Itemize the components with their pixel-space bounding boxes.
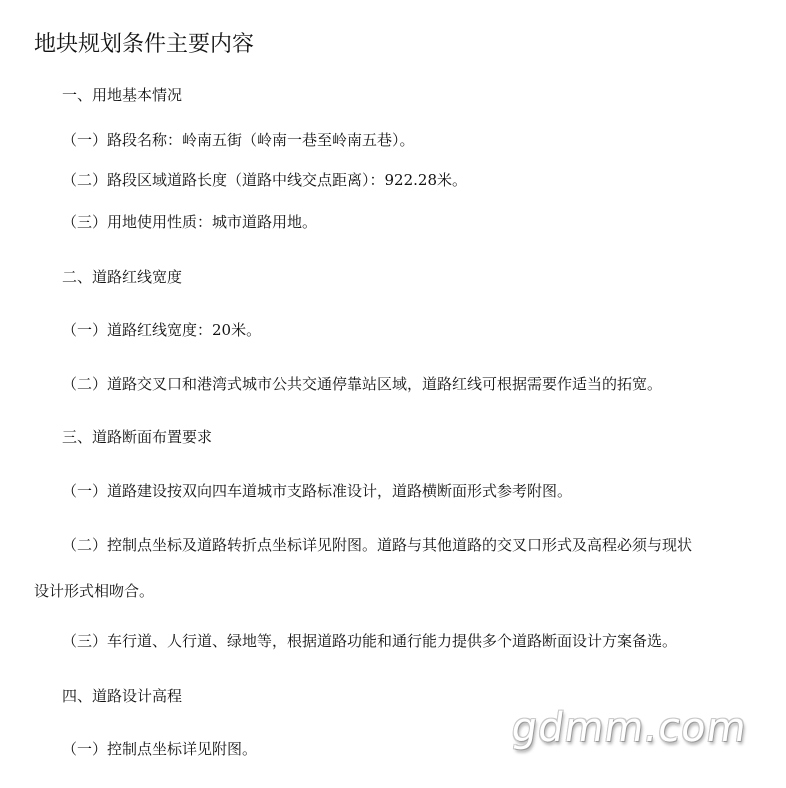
section-heading: 四、道路设计高程 — [62, 687, 183, 705]
paragraph-line: （三）车行道、人行道、绿地等，根据道路功能和通行能力提供多个道路断面设计方案备选。 — [62, 632, 678, 650]
document-title: 地块规划条件主要内容 — [34, 32, 255, 57]
paragraph-line: （一）控制点坐标详见附图。 — [62, 740, 258, 758]
section-heading: 一、用地基本情况 — [62, 86, 183, 104]
paragraph-line: （一）道路红线宽度：20米。 — [62, 321, 262, 339]
paragraph-line-continued: 设计形式相吻合。 — [34, 582, 155, 600]
paragraph-line: （一）道路建设按双向四车道城市支路标准设计，道路横断面形式参考附图。 — [62, 482, 573, 500]
paragraph-line: （三）用地使用性质：城市道路用地。 — [62, 213, 318, 231]
paragraph-line: （一）路段名称：岭南五街（岭南一巷至岭南五巷）。 — [62, 131, 415, 149]
watermark: gdmm.com — [508, 705, 751, 751]
paragraph-line: （二）路段区域道路长度（道路中线交点距离）：922.28米。 — [62, 171, 467, 189]
section-heading: 三、道路断面布置要求 — [62, 428, 213, 446]
paragraph-line: （二）控制点坐标及道路转折点坐标详见附图。道路与其他道路的交叉口形式及高程必须与现状 — [62, 536, 693, 554]
paragraph-line: （二）道路交叉口和港湾式城市公共交通停靠站区域，道路红线可根据需要作适当的拓宽。 — [62, 375, 663, 393]
section-heading: 二、道路红线宽度 — [62, 268, 183, 286]
